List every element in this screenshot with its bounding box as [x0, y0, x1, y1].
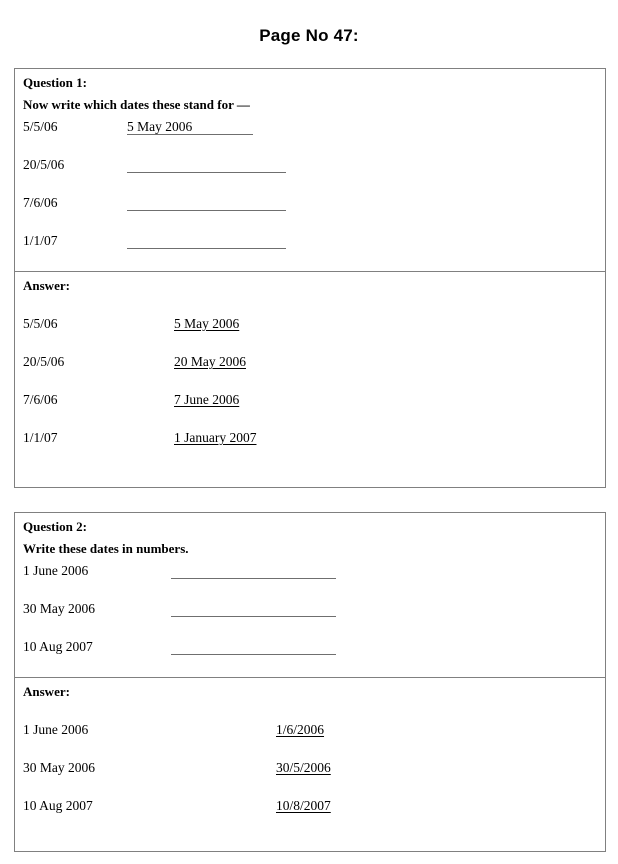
question-box-2: [14, 512, 606, 852]
answer-row-label: 5/5/06: [23, 316, 58, 331]
question-row-label: 1/1/07: [23, 233, 58, 248]
question-row-label: 20/5/06: [23, 157, 65, 172]
answer-2-heading: Answer:: [23, 684, 70, 699]
question-1-section: [15, 69, 605, 271]
answer-row-label: 30 May 2006: [23, 760, 95, 775]
answer-2-section: [15, 677, 605, 836]
question-row: [15, 639, 605, 677]
answer-row-value: 10/8/2007: [276, 798, 331, 813]
question-row-label: 10 Aug 2007: [23, 639, 93, 654]
question-2-section: [15, 513, 605, 677]
question-row: [15, 601, 605, 639]
answer-row: [15, 316, 605, 354]
question-row-answer-value[interactable]: 5 May 2006: [127, 119, 193, 134]
answer-row-label: 7/6/06: [23, 392, 58, 407]
answer-row: [15, 722, 605, 760]
answer-1-heading: Answer:: [23, 278, 70, 293]
answer-1-rows: [15, 294, 605, 468]
question-row: [15, 157, 605, 195]
question-row-label: 1 June 2006: [23, 563, 89, 578]
question-row: [15, 119, 605, 157]
question-row-blank-rule[interactable]: [127, 248, 286, 249]
question-1-prompt: Now write which dates these stand for —: [23, 97, 250, 112]
answer-row-label: 1 June 2006: [23, 722, 89, 737]
question-row-label: 30 May 2006: [23, 601, 95, 616]
question-2-rows: [15, 557, 605, 677]
answer-row: [15, 392, 605, 430]
question-2-prompt: Write these dates in numbers.: [23, 541, 189, 556]
question-row-blank-rule[interactable]: [171, 654, 336, 655]
answer-row-value: 5 May 2006: [174, 316, 240, 331]
question-row-blank-rule[interactable]: [127, 134, 253, 135]
answer-2-rows: [15, 700, 605, 836]
answer-row-value: 1 January 2007: [174, 430, 257, 445]
question-row-blank-rule[interactable]: [127, 210, 286, 211]
answer-row: [15, 760, 605, 798]
answer-row-value: 1/6/2006: [276, 722, 325, 737]
page-title: Page No 47:: [259, 26, 359, 45]
question-2-heading: Question 2:: [23, 519, 87, 534]
question-row-blank-rule[interactable]: [127, 172, 286, 173]
answer-row-label: 20/5/06: [23, 354, 65, 369]
answer-1-section: [15, 271, 605, 468]
answer-row: [15, 354, 605, 392]
question-1-heading: Question 1:: [23, 75, 87, 90]
answer-row: [15, 798, 605, 836]
question-row-label: 7/6/06: [23, 195, 58, 210]
question-row-blank-rule[interactable]: [171, 616, 336, 617]
question-row: [15, 233, 605, 271]
answer-row-value: 7 June 2006: [174, 392, 240, 407]
question-row-label: 5/5/06: [23, 119, 58, 134]
question-box-1: [14, 68, 606, 488]
answer-row: [15, 430, 605, 468]
answer-row-value: 20 May 2006: [174, 354, 246, 369]
question-1-rows: [15, 113, 605, 271]
question-row: [15, 195, 605, 233]
answer-row-value: 30/5/2006: [276, 760, 331, 775]
question-row-blank-rule[interactable]: [171, 578, 336, 579]
answer-row-label: 1/1/07: [23, 430, 58, 445]
question-row: [15, 563, 605, 601]
answer-row-label: 10 Aug 2007: [23, 798, 93, 813]
